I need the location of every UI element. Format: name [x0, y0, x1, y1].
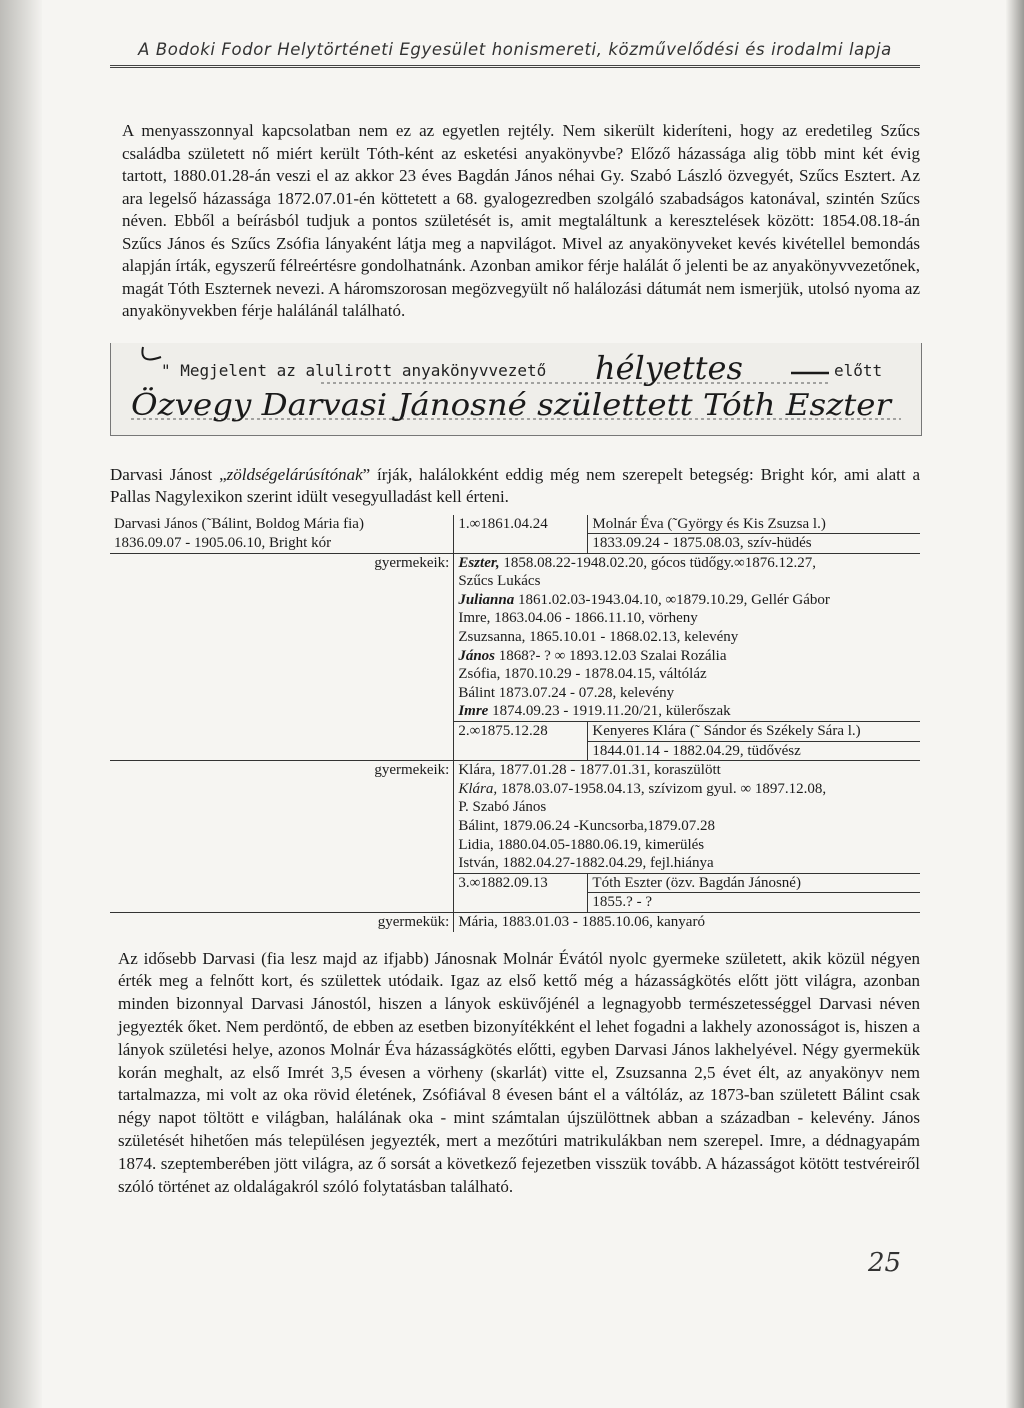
handwriting-name: Özvegy Darvasi Jánosné születtett Tóth Eszter: [131, 387, 835, 423]
table-row: [110, 534, 920, 554]
child-details: 1858.08.22-1948.02.20, gócos tüdőgy.∞1876.12.27,: [499, 554, 816, 571]
child-entry: [454, 780, 920, 799]
child-row: [110, 684, 920, 703]
handwriting-helyettes: hélyettes: [595, 348, 743, 387]
child-row: [110, 553, 920, 572]
child-name: Julianna: [458, 591, 515, 608]
children-label: gyermekeik:: [110, 761, 454, 780]
child-details: Lidia, 1880.04.05-1880.06.19, kimerülés: [458, 836, 705, 853]
table-row: [110, 912, 920, 931]
child-row: [110, 572, 920, 591]
marriage3-child: Mária, 1883.01.03 - 1885.10.06, kanyaró: [454, 912, 920, 931]
scan-edge-left: [0, 0, 42, 1408]
child-details: 1878.03.07-1958.04.13, szívizom gyul. ∞ 1897.12.08,: [497, 780, 827, 797]
marriage3-date: 3.∞1882.09.13: [454, 873, 588, 893]
child-row: [110, 591, 920, 610]
child-entry: [454, 665, 920, 684]
child-entry: [454, 591, 920, 610]
child-details: 1874.09.23 - 1919.11.20/21, külerőszak: [488, 703, 731, 720]
child-entry: [454, 572, 920, 591]
child-row: [110, 702, 920, 721]
child-details: 1868?- ? ∞ 1893.12.03 Szalai Rozália: [495, 647, 727, 664]
register-clipping: [110, 343, 922, 436]
marriage2-children: [110, 761, 920, 874]
marriage2-date: 2.∞1875.12.28: [454, 722, 588, 742]
child-entry: [454, 702, 920, 721]
child-entry: [454, 836, 920, 855]
child-name: Klára,: [458, 780, 498, 797]
child-row: [110, 798, 920, 817]
paragraph-cause-of-death: Darvasi Jánost „zöldségelárúsítónak” írják, halálokként eddig még nem szerepelt betegség: Bright kór, ami alatt a Pallas Nagylexikon szerint idült vesegyulladást kell érteni.: [110, 464, 920, 506]
page-number: 25: [868, 1248, 902, 1278]
occupation-word: zöldségelárúsítónak: [226, 464, 363, 484]
child-row: [110, 854, 920, 873]
child-entry: [454, 609, 920, 628]
child-name: Imre: [458, 703, 489, 720]
paragraph-bride-mystery: A menyasszonnyal kapcsolatban nem ez az egyetlen rejtély. Nem sikerült kideríteni, hogy az eredetileg Szűcs családba született nő miért került Tóth-ként az esketési anyakönyvbe? Előző házassága alig több mint két évig tartott, 1880.01.28-án veszi el az akkor 23 éves Bagdán János néhai Gy. Szabó László özvegyét, Szűcs Esztert. Az ara legelső házassága 1872.07.01-én köttetett a 68. gyalogezredben szolgáló szabadságos katonával, szintén Szűcs néven. Ebből a beírásból tudjuk a pontos születését is, amit megtaláltunk a keresztelések között: 1854.08.18-án Szűcs János és Szűcs Zsófia lányaként látja meg a napvilágot. Mivel az anyakönyveket kevés kivétellel bemondás alapján írták, egyszerű félreértésre gondolhatnánk. Azonban amikor férje halálát ő jelenti be az anyakönyvvezetőnek, magát Tóth Eszternek nevezi. A háromszorosan megözvegyült nő halálozási dátumát nem ismerjük, utolsó nyoma az anyakönyvekben férje halálánál található.: [122, 121, 920, 320]
marriage2-spouse-line2: 1844.01.14 - 1882.04.29, tüdővész: [588, 741, 920, 761]
marriage1-date: 1.∞1861.04.24: [454, 515, 588, 534]
child-row: [110, 647, 920, 666]
table-row: [110, 722, 920, 742]
document-page: [110, 40, 920, 1198]
child-entry: [454, 684, 920, 703]
child-entry: [454, 817, 920, 836]
family-table: [110, 515, 920, 932]
table-row: [110, 893, 920, 913]
child-entry: [454, 628, 920, 647]
marriage3-spouse-line1: Tóth Eszter (özv. Bagdán Jánosné): [588, 873, 920, 893]
handwriting-svg: [111, 343, 921, 435]
child-row: [110, 836, 920, 855]
table-row: [110, 515, 920, 534]
marriage3-spouse-line2: 1855.? - ?: [588, 893, 920, 913]
child-row: [110, 761, 920, 780]
person-line1: Darvasi János (˜Bálint, Boldog Mária fia): [114, 515, 364, 532]
child-entry: [454, 647, 920, 666]
child-details: Zsuzsanna, 1865.10.01 - 1868.02.13, kelevény: [458, 629, 739, 646]
paragraph-children-summary: Az idősebb Darvasi (fia lesz majd az ifjabb) Jánosnak Molnár Évától nyolc gyermeke született, akik közül négyen érték meg a felnőtt kort, és születtek utódaik. Igaz az első kettő még a házasságkötés előtt jött világra, azonban minden bizonnyal Darvasi Jánostól, hiszen a lányok esküvőjénél a legnagyobb természetességgel Darvasi néven jegyezték őket. Nem perdöntő, de ebben az esetben bizonyítékként el lehet fogadni a lakhely azonosságot is, hiszen a lányok születési helye, azonos Molnár Éva házasságkötés előtti, egyben Darvasi János lakhelyével. Négy gyermekük korán meghalt, az első Imrét 3,5 évesen a vörheny (skarlát) vitte el, Zsuzsanna 2,5 évet élt, az anyakönyv nem tartalmazza, mi volt az oka rövid életének, Zsófiával 8 évesen bánt el a váltóláz, az 1873-ban született Bálint csak négy napot töltött e világban, halálának oka - mint számtalan újszülöttnek abban a században - kelevény. János születését hihetően más településen jegyezték, mert a mezőtúri matrikulákban nem szerepel. Imre, a dédnagyapám 1874. szeptemberében jött világra, az ő sorsát a következő fejezetben visszük tovább. A házasságot kötött testvéreiről szóló történet az oldalágakról szóló folytatásban található.: [118, 948, 920, 1196]
child-row: [110, 628, 920, 647]
marriage1-spouse-line1: Molnár Éva (˜György és Kis Zsuzsa l.): [588, 515, 920, 534]
journal-header: A Bodoki Fodor Helytörténeti Egyesület honismereti, közművelődési és irodalmi lapja: [110, 40, 920, 68]
child-row: [110, 665, 920, 684]
child-details: Szűcs Lukács: [458, 573, 541, 590]
child-details: Bálint, 1879.06.24 -Kuncsorba,1879.07.28: [458, 818, 715, 834]
child-row: [110, 780, 920, 799]
child-name: János: [458, 647, 496, 664]
child-entry: [454, 553, 920, 572]
clipping-elott: előtt: [834, 360, 883, 380]
child-entry: [454, 798, 920, 817]
scan-edge-right: [1006, 0, 1024, 1408]
child-row: [110, 609, 920, 628]
marriage1-spouse-line2: 1833.09.24 - 1875.08.03, szív-hüdés: [588, 534, 920, 554]
child-entry: [454, 854, 920, 873]
child-details: 1861.02.03-1943.04.10, ∞1879.10.29, Gellér Gábor: [514, 591, 830, 608]
child-details: Zsófia, 1870.10.29 - 1878.04.15, váltóláz: [458, 666, 707, 683]
children-label: gyermekeik:: [110, 553, 454, 572]
child-details: Bálint 1873.07.24 - 07.28, kelevény: [458, 684, 675, 701]
table-row: [110, 873, 920, 893]
child-row: [110, 817, 920, 836]
child-details: Klára, 1877.01.28 - 1877.01.31, koraszülött: [458, 762, 721, 779]
clipping-printed-text: " Megjelent az alulirott anyakönyvvezető: [161, 360, 547, 380]
marriage2-spouse-line1: Kenyeres Klára (˜ Sándor és Székely Sára l.): [588, 722, 920, 742]
children-label-3: gyermekük:: [110, 912, 454, 931]
child-entry: [454, 761, 920, 780]
child-details: Imre, 1863.04.06 - 1866.11.10, vörheny: [458, 610, 698, 627]
child-details: P. Szabó János: [458, 799, 547, 816]
child-details: István, 1882.04.27-1882.04.29, fejl.hiánya: [458, 855, 714, 872]
marriage1-children: [110, 553, 920, 721]
child-name: Eszter,: [458, 554, 500, 571]
person-line2: 1836.09.07 - 1905.06.10, Bright kór: [114, 534, 332, 551]
table-row: [110, 741, 920, 761]
